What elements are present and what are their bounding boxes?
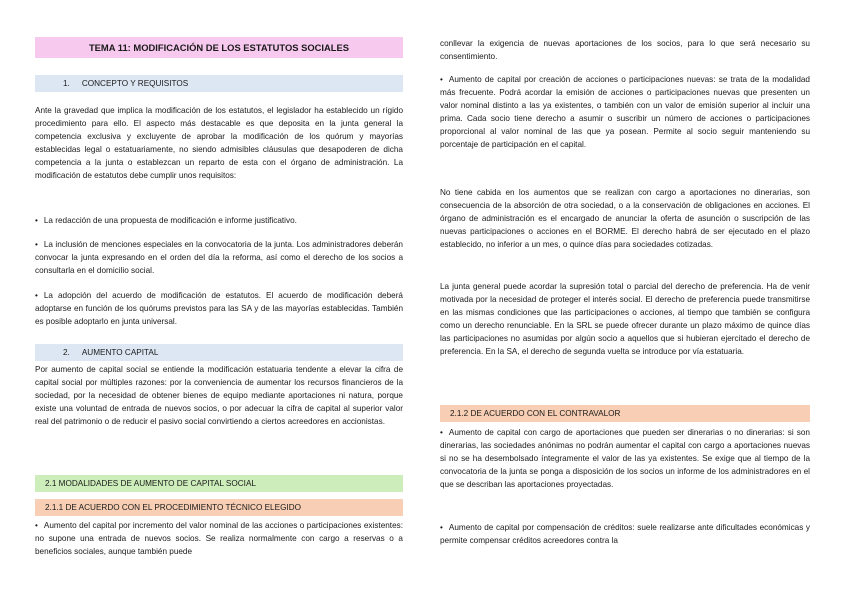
list-item-text: Aumento de capital con cargo de aportaciones que pueden ser dinerarias o no dinerarias: si son dinerarias, las sociedades anónimas no podrán aumentar el capital con cargo a aportaciones nuevas si no se ha desembolsado íntegramente el valor de las ya existentes. Se exige que al tiempo de la convocatoria de la junta se ponga a disposición de los socios un informe de los administradores en el que se describan las aportaciones proyectadas.	[440, 428, 810, 489]
bullet-icon: •	[35, 240, 38, 249]
section-heading-aumento	[35, 344, 403, 361]
list-item-creacion	[440, 73, 810, 151]
list-item-text: La inclusión de menciones especiales en la convocatoria de la junta. Los administradores deberán convocar la junta expresando en el orden del día la reforma, así como el derecho de los socios a consultarla en el domicilio social.	[35, 240, 403, 275]
list-item-aportaciones	[440, 426, 810, 491]
bullet-icon: •	[35, 216, 38, 225]
list-item-text: Aumento del capital por incremento del valor nominal de las acciones o participaciones existentes: no supone una entrada de nuevos socios. Se realiza normalmente con cargo a reservas o a beneficios sociales, aunque también puede	[35, 521, 403, 556]
paragraph-intro: Ante la gravedad que implica la modificación de los estatutos, el legislador ha establecido un rígido procedimiento para ello. El aspecto más destacable es que deposita en la junta general la competencia exclusiva y excluyente de aprobar la modificación de los quórum y mayorías establecidas legal o estatuariamente, no siendo admisibles cláusulas que desapoderen de dicha competencia a la junta o establezcan un reparto de esta con el órgano de administración. La modificación de estatutos debe cumplir unos requisitos:	[35, 106, 403, 180]
list-item-inclusion	[35, 238, 403, 277]
list-item-text: La redacción de una propuesta de modificación e informe justificativo.	[43, 216, 297, 225]
list-item-text: Aumento de capital por creación de acciones o participaciones nuevas: se trata de la modalidad más frecuente. Podrá acordar la emisión de acciones o participaciones nuevas que presenten un valor nominal distinto a las ya existentes, o también con un valor de emisión superior al incluir una prima. Cada socio tiene derecho a asumir o suscribir un número de acciones o participaciones proporcional al valor nominal de las que ya posean. Permite al socio seguir manteniendo su porcentaje de participación en el capital.	[440, 75, 810, 149]
bullet-icon: •	[440, 75, 443, 84]
section-label: AUMENTO CAPITAL	[81, 348, 159, 357]
section-label: CONCEPTO Y REQUISITOS	[81, 79, 189, 88]
list-item-text: Aumento de capital por compensación de créditos: suele realizarse ante dificultades económicas y permite compensar créditos acreedores contra la	[440, 523, 810, 545]
subsection-heading-procedimiento: 2.1.1 DE ACUERDO CON EL PROCEDIMIENTO TÉCNICO ELEGIDO	[35, 499, 403, 516]
subsection-heading-modalidades: 2.1 MODALIDADES DE AUMENTO DE CAPITAL SOCIAL	[35, 475, 403, 492]
paragraph-no-cabida: No tiene cabida en los aumentos que se realizan con cargo a aportaciones no dinerarias, son consecuencia de la absorción de otra sociedad, o a la conservación de obligaciones en acciones. El órgano de administración es el encargado de anunciar la oferta de asunción o suscripción de las nuevas participaciones o acciones en el BORME. El derecho habrá de ser ejecutado en el plazo establecido, no inferior a un mes, o quince días para sociedades cotizadas.	[440, 188, 810, 249]
paragraph-aumento: Por aumento de capital social se entiende la modificación estatuaria tendente a elevar la cifra de capital social por múltiples razones: por la conveniencia de aumentar los recursos financieros de la sociedad, por la necesidad de obtener bienes de equipo mediante aportaciones ni natura, porque existe una voluntad de entrada de nuevos socios, o por adecuar la cifra de capital al superior valor real del patrimonio o de reducir el pasivo social convirtiendo a ciertos acreedores en accionistas.	[35, 365, 403, 426]
section-number: 1.	[63, 79, 70, 88]
paragraph-continuation: conllevar la exigencia de nuevas aportaciones de los socios, para lo que será necesario su consentimiento.	[440, 39, 810, 61]
list-item-incremento	[35, 519, 403, 558]
list-item-adopcion	[35, 289, 403, 328]
bullet-icon: •	[440, 523, 443, 532]
section-number: 2.	[63, 348, 70, 357]
list-item-text: La adopción del acuerdo de modificación de estatutos. El acuerdo de modificación deberá adoptarse en función de los quórums previstos para las SA y de las mayorías establecidas. También es posible adoptarlo en junta universal.	[35, 291, 403, 326]
list-item-redaccion	[35, 214, 403, 227]
bullet-icon: •	[35, 521, 38, 530]
section-heading-concepto	[35, 75, 403, 92]
list-item-compensacion	[440, 521, 810, 547]
bullet-icon: •	[440, 428, 443, 437]
subsection-heading-contravalor: 2.1.2 DE ACUERDO CON EL CONTRAVALOR	[440, 405, 810, 422]
bullet-icon: •	[35, 291, 38, 300]
paragraph-supresion: La junta general puede acordar la supresión total o parcial del derecho de preferencia. Ha de venir motivada por la necesidad de proteger el interés social. El derecho de preferencia puede transmitirse en las mismas condiciones que las participaciones o acciones, al tiempo que también se configura como un derecho renunciable. En la SRL se puede ofrecer durante un plazo máximo de quince días las participaciones no asumidas por algún socio a aquellos que si hubieran ejercitado el derecho de preferencia. En la SA, el derecho de segunda vuelta se introduce por vía estatuaria.	[440, 282, 810, 356]
document-title: TEMA 11: MODIFICACIÓN DE LOS ESTATUTOS SOCIALES	[35, 37, 403, 58]
